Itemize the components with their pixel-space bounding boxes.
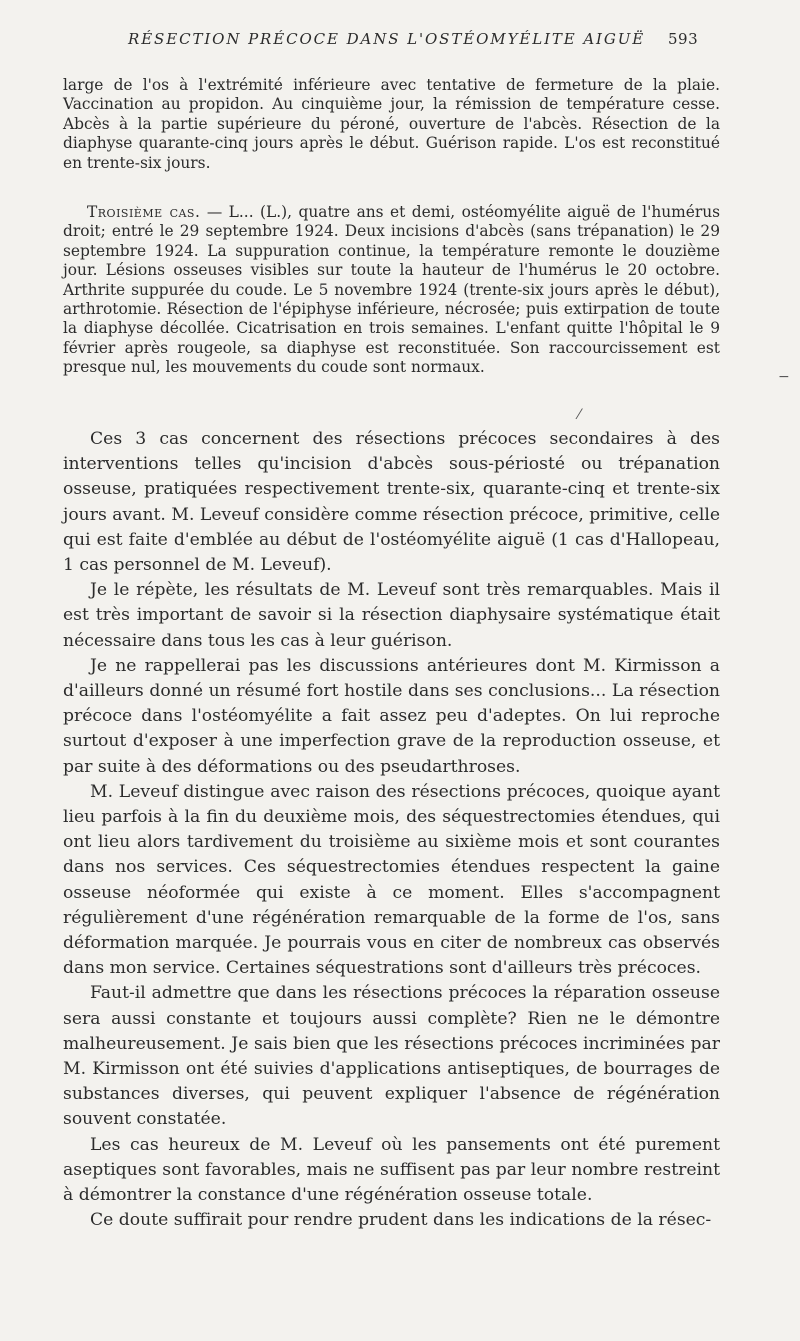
- case-three-paragraph: [63, 203, 720, 378]
- previous-case-text: large de l'os à l'extrémité inférieure avec tentative de fermeture de la plaie. Vaccination au propidon. Au cinquième jour, la rémission de température cesse. Abcès à la partie supérieure du péroné, ouverture de l'abcès. Résection de la diaphyse quarante-cinq jours après le début. Guérison rapide. L'os est reconstitué en trente-six jours.: [63, 76, 720, 172]
- body-paragraph-6: Les cas heureux de M. Leveuf où les pansements ont été purement aseptiques sont favorables, mais ne suffisent pas par leur nombre restreint à démontrer la constance d'une régénération osseuse totale.: [63, 1134, 720, 1206]
- running-title: RÉSECTION PRÉCOCE DANS L'OSTÉOMYÉLITE AIGUË: [128, 30, 646, 48]
- body-paragraph-7: Ce doute suffirait pour rendre prudent dans les indications de la résec-: [90, 1210, 712, 1231]
- page-header: [0, 30, 800, 54]
- main-text: [63, 427, 720, 1234]
- body-paragraph-2: Je le répète, les résultats de M. Leveuf sont très remarquables. Mais il est très important de savoir si la résection diaphysaire systématique était nécessaire dans tous les cas à leur guérison.: [63, 580, 720, 651]
- body-paragraph-5: Faut-il admettre que dans les résections précoces la réparation osseuse sera aussi constante et toujours aussi complète? Rien ne le démontre malheureusement. Je sais bien que les résections précoces incriminées par M. Kirmisson ont été suivies d'applications antiseptiques, de bourrages de substances diverses, qui peuvent expliquer l'absence de régénération souvent constatée.: [63, 983, 720, 1130]
- case-three-label: Troisième cas.: [87, 203, 201, 221]
- stray-mark: ⁄: [578, 407, 581, 423]
- case-three: [63, 203, 720, 378]
- margin-dash: −: [778, 369, 790, 385]
- body-paragraph-3: Je ne rappellerai pas les discussions antérieures dont M. Kirmisson a d'ailleurs donné un résumé fort hostile dans ses conclusions... La résection précoce dans l'ostéomyélite a fait assez peu d'adeptes. On lui reproche surtout d'exposer à une imperfection grave de la reproduction osseuse, et par suite à des déformations ou des pseudarthroses.: [63, 655, 720, 777]
- previous-case-continuation: [63, 76, 720, 173]
- body-paragraph-1: Ces 3 cas concernent des résections précoces secondaires à des interventions telles qu'incision d'abcès sous-périosté ou trépanation osseuse, pratiquées respectivement trente-six, quarante-cinq et trente-six jours avant. M. Leveuf considère comme résection précoce, primitive, celle qui est faite d'emblée au début de l'ostéomyélite aiguë (1 cas d'Hallopeau, 1 cas personnel de M. Leveuf).: [63, 429, 720, 576]
- page-number: 593: [668, 30, 699, 48]
- case-three-text: — L... (L.), quatre ans et demi, ostéomyélite aiguë de l'humérus droit; entré le 29 septembre 1924. Deux incisions d'abcès (sans trépanation) le 29 septembre 1924. La suppuration continue, la température remonte le douzième jour. Lésions osseuses visibles sur toute la hauteur de l'humérus le 20 octobre. Arthrite suppurée du coude. Le 5 novembre 1924 (trente-six jours après le début), arthrotomie. Résection de l'épiphyse inférieure, nécrosée; puis extirpation de toute la diaphyse décollée. Cicatrisation en trois semaines. L'enfant quitte l'hôpital le 9 février après rougeole, sa diaphyse est reconstituée. Son raccourcissement est presque nul, les mouvements du coude sont normaux.: [63, 203, 721, 377]
- body-paragraph-4: M. Leveuf distingue avec raison des résections précoces, quoique ayant lieu parfois à la fin du deuxième mois, des séquestrectomies étendues, qui ont lieu alors tardivement du troisième au sixième mois et sont courantes dans nos services. Ces séquestrectomies étendues respectent la gaine osseuse néoformée qui existe à ce moment. Elles s'accompagnent régulièrement d'une régénération remarquable de la forme de l'os, sans déformation marquée. Je pourrais vous en citer de nombreux cas observés dans mon service. Certaines séquestrations sont d'ailleurs très précoces.: [63, 781, 720, 979]
